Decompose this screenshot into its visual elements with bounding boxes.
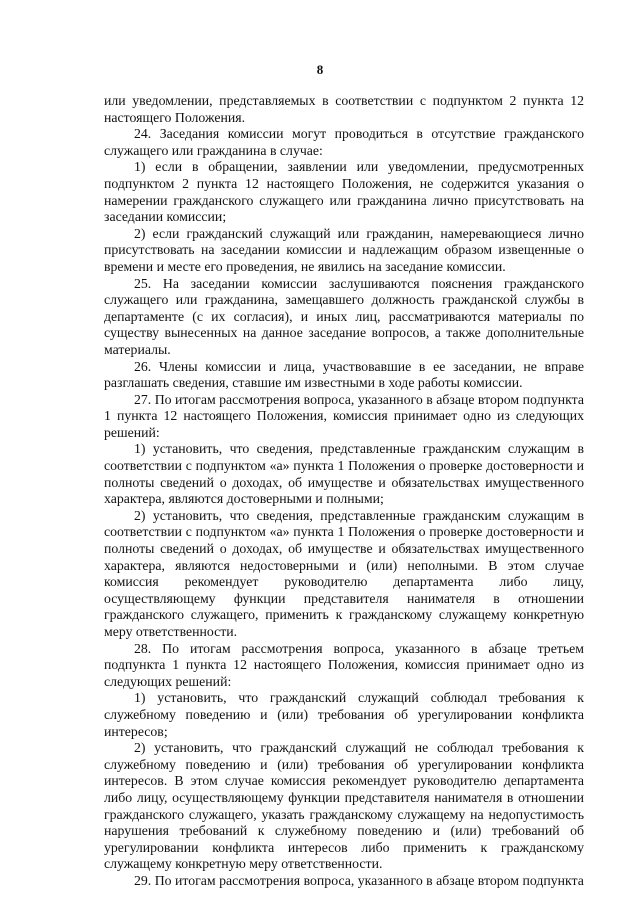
paragraph-continuation: или уведомлении, представляемых в соответствии с подпунктом 2 пункта 12 настоящего Положения.	[104, 93, 584, 125]
paragraph-item-24: 24. Заседания комиссии могут проводиться в отсутствие гражданского служащего или гражданина в случае:	[104, 126, 584, 158]
paragraph-item-29: 29. По итогам рассмотрения вопроса, указанного в абзаце втором подпункта	[134, 872, 584, 888]
paragraph-item-27-2: 2) установить, что сведения, представленные гражданским служащим в соответствии с подпунктом «а» пункта 1 Положения о проверке достоверности и полноты сведений о доходах, об имуществе и обязательствах имущественного характера, являются недостоверными и (или) неполными. В этом случае комиссия рекомендует руководителю департамента либо лицу, осуществляющему функции представителя нанимателя в отношении гражданского служащего, применить к гражданскому служащему конкретную меру ответственности.	[104, 507, 584, 639]
paragraph-item-24-1: 1) если в обращении, заявлении или уведомлении, предусмотренных подпунктом 2 пункта 12 настоящего Положения, не содержится указания о намерении гражданского служащего или гражданина лично присутствовать на заседании комиссии;	[104, 159, 584, 225]
page-number: 8	[316, 62, 324, 77]
document-body	[104, 93, 584, 890]
paragraph-item-28-2: 2) установить, что гражданский служащий не соблюдал требования к служебному поведению и (или) требования об урегулировании конфликта интересов. В этом случае комиссия рекомендует руководителю департамента либо лицу, осуществляющему функции представителя нанимателя в отношении гражданского служащего, указать гражданскому служащему на недопустимость нарушения требований к служебному поведению и (или) требований об урегулировании конфликта интересов либо применить к гражданскому служащему конкретную меру ответственности.	[104, 740, 584, 872]
paragraph-item-27: 27. По итогам рассмотрения вопроса, указанного в абзаце втором подпункта 1 пункта 12 настоящего Положения, комиссия принимает одно из следующих решений:	[104, 391, 584, 440]
paragraph-item-27-1: 1) установить, что сведения, представленные гражданским служащим в соответствии с подпунктом «а» пункта 1 Положения о проверке достоверности и полноты сведений о доходах, об имуществе и обязательствах имущественного характера, являются достоверными и полными;	[104, 441, 584, 507]
paragraph-item-28-1: 1) установить, что гражданский служащий соблюдал требования к служебному поведению и (или) требования об урегулировании конфликта интересов;	[104, 690, 584, 739]
paragraph-item-28: 28. По итогам рассмотрения вопроса, указанного в абзаце третьем подпункта 1 пункта 12 настоящего Положения, комиссия принимает одно из следующих решений:	[104, 640, 584, 689]
paragraph-item-25: 25. На заседании комиссии заслушиваются пояснения гражданского служащего или гражданина, замещавшего должность гражданской службы в департаменте (с их согласия), и иных лиц, рассматриваются материалы по существу вынесенных на данное заседание вопросов, а также дополнительные материалы.	[104, 275, 584, 357]
paragraph-item-24-2: 2) если гражданский служащий или гражданин, намеревающиеся лично присутствовать на заседании комиссии и надлежащим образом извещенные о времени и месте его проведения, не явились на заседание комиссии.	[104, 225, 584, 274]
paragraph-item-26: 26. Члены комиссии и лица, участвовавшие в ее заседании, не вправе разглашать сведения, ставшие им известными в ходе работы комиссии.	[104, 358, 584, 391]
